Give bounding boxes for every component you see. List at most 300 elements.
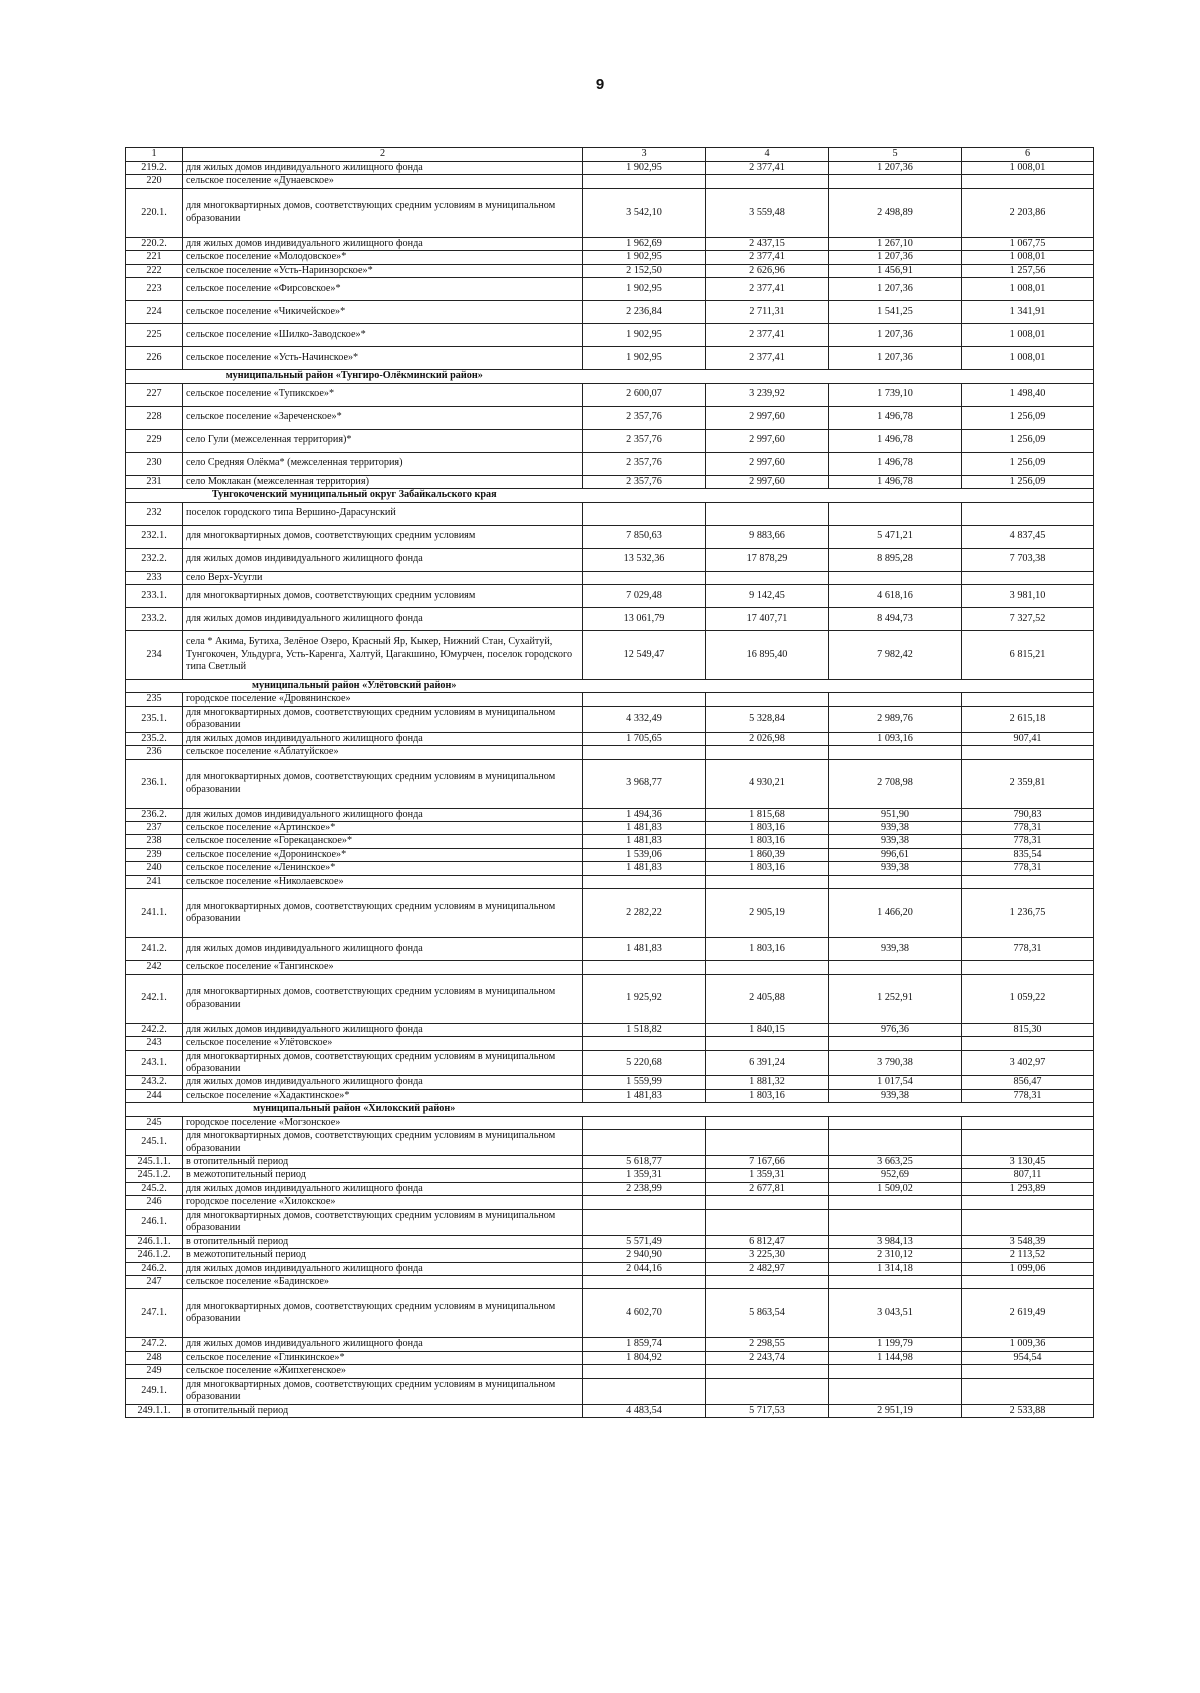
row-number: 236 [126,746,183,759]
row-description: для многоквартирных домов, соответствующих средним условиям в муниципальном образовании [183,974,583,1023]
value-col-3: 2 044,16 [583,1262,706,1275]
value-col-3: 7 029,48 [583,584,706,607]
value-col-6: 790,83 [962,808,1094,821]
row-number: 234 [126,630,183,679]
value-col-3: 1 962,69 [583,237,706,250]
value-col-3: 1 481,83 [583,822,706,835]
row-number: 231 [126,475,183,488]
row-number: 226 [126,347,183,370]
value-col-3: 5 220,68 [583,1050,706,1076]
value-col-6: 2 359,81 [962,759,1094,808]
table-row [126,1089,1094,1102]
value-col-6: 778,31 [962,835,1094,848]
table-row [126,251,1094,264]
value-col-4 [706,1116,829,1129]
value-col-4: 2 377,41 [706,278,829,301]
row-number: 245.1.1. [126,1156,183,1169]
table-row [126,1249,1094,1262]
row-description: для жилых домов индивидуального жилищного фонда [183,1338,583,1351]
row-number: 225 [126,324,183,347]
district-header-row [126,489,1094,502]
value-col-4: 1 803,16 [706,938,829,961]
value-col-4: 1 803,16 [706,835,829,848]
row-description: для жилых домов индивидуального жилищного фонда [183,808,583,821]
table-row [126,875,1094,888]
column-numbers-row [126,148,1094,162]
row-number: 241 [126,875,183,888]
table-row [126,822,1094,835]
table-row [126,746,1094,759]
value-col-3 [583,746,706,759]
value-col-6: 1 008,01 [962,324,1094,347]
row-number: 230 [126,452,183,475]
value-col-6 [962,175,1094,188]
value-col-4 [706,875,829,888]
table-row [126,324,1094,347]
row-number: 246 [126,1196,183,1209]
value-col-3: 1 481,83 [583,835,706,848]
value-col-5: 952,69 [829,1169,962,1182]
value-col-4: 2 997,60 [706,429,829,452]
table-row [126,938,1094,961]
row-number: 246.2. [126,1262,183,1275]
district-blank-cell [583,1103,1094,1116]
row-description: сельское поселение «Доронинское»* [183,848,583,861]
value-col-5: 1 496,78 [829,452,962,475]
value-col-5: 1 207,36 [829,162,962,175]
value-col-4: 2 243,74 [706,1351,829,1364]
row-description: сельское поселение «Жипхегенское» [183,1365,583,1378]
value-col-5 [829,1130,962,1156]
value-col-6: 2 615,18 [962,706,1094,732]
value-col-4: 9 883,66 [706,525,829,548]
column-header: 2 [183,148,583,162]
value-col-5: 1 466,20 [829,889,962,938]
district-title: муниципальный район «Улётовский район» [126,679,583,692]
value-col-5: 1 199,79 [829,1338,962,1351]
row-description: сельское поселение «Фирсовское»* [183,278,583,301]
value-col-6: 3 981,10 [962,584,1094,607]
value-col-5: 1 314,18 [829,1262,962,1275]
value-col-3: 1 859,74 [583,1338,706,1351]
value-col-4: 7 167,66 [706,1156,829,1169]
table-row [126,1289,1094,1338]
table-row [126,475,1094,488]
value-col-5 [829,1378,962,1404]
row-description: для жилых домов индивидуального жилищного фонда [183,732,583,745]
value-col-6: 1 008,01 [962,162,1094,175]
value-col-4 [706,1275,829,1288]
value-col-6: 2 619,49 [962,1289,1094,1338]
table-body [126,162,1094,1418]
district-blank-cell [583,679,1094,692]
table-row [126,1130,1094,1156]
table-row [126,1404,1094,1417]
value-col-4: 5 328,84 [706,706,829,732]
value-col-5: 1 144,98 [829,1351,962,1364]
table-row [126,693,1094,706]
row-number: 240 [126,862,183,875]
table-row [126,347,1094,370]
value-col-5: 1 739,10 [829,383,962,406]
value-col-3: 1 518,82 [583,1023,706,1036]
row-description: сельское поселение «Чикичейское»* [183,301,583,324]
table-row [126,1378,1094,1404]
table-row [126,1262,1094,1275]
value-col-6: 1 341,91 [962,301,1094,324]
value-col-6: 1 293,89 [962,1182,1094,1195]
row-description: для жилых домов индивидуального жилищного фонда [183,548,583,571]
row-number: 233.2. [126,607,183,630]
value-col-4: 2 711,31 [706,301,829,324]
value-col-3: 2 282,22 [583,889,706,938]
value-col-3: 4 483,54 [583,1404,706,1417]
value-col-3: 1 481,83 [583,1089,706,1102]
value-col-6: 1 008,01 [962,278,1094,301]
value-col-6 [962,746,1094,759]
value-col-5: 996,61 [829,848,962,861]
value-col-5: 2 989,76 [829,706,962,732]
table-row [126,175,1094,188]
value-col-3: 3 542,10 [583,188,706,237]
row-number: 220 [126,175,183,188]
value-col-3 [583,1116,706,1129]
value-col-5: 939,38 [829,822,962,835]
value-col-4: 2 377,41 [706,162,829,175]
row-number: 222 [126,264,183,277]
row-number: 220.1. [126,188,183,237]
value-col-3: 3 968,77 [583,759,706,808]
value-col-5: 1 207,36 [829,347,962,370]
value-col-5 [829,1116,962,1129]
row-number: 227 [126,383,183,406]
row-number: 223 [126,278,183,301]
value-col-5: 8 895,28 [829,548,962,571]
row-description: сельское поселение «Улётовское» [183,1037,583,1050]
value-col-6: 2 203,86 [962,188,1094,237]
value-col-6 [962,693,1094,706]
table-row [126,1351,1094,1364]
value-col-4: 2 482,97 [706,1262,829,1275]
row-description: городское поселение «Дровянинское» [183,693,583,706]
value-col-6: 835,54 [962,848,1094,861]
value-col-4: 2 377,41 [706,347,829,370]
value-col-3: 1 494,36 [583,808,706,821]
table-row [126,862,1094,875]
row-description: в межотопительный период [183,1169,583,1182]
row-description: села * Акима, Бутиха, Зелёное Озеро, Красный Яр, Кыкер, Нижний Стан, Сухайтуй, Тунгокочен, Ульдурга, Усть-Каренга, Халтуй, Цагакшино, Юмурчен, поселок городского типа Светлый [183,630,583,679]
row-description: городское поселение «Хилокское» [183,1196,583,1209]
row-number: 229 [126,429,183,452]
value-col-6 [962,502,1094,525]
row-description: в отопительный период [183,1404,583,1417]
table-row [126,1209,1094,1235]
row-number: 235.2. [126,732,183,745]
value-col-6: 1 256,09 [962,475,1094,488]
table-row [126,974,1094,1023]
table-row [126,452,1094,475]
row-description: сельское поселение «Горекацанское»* [183,835,583,848]
table-row [126,630,1094,679]
value-col-3: 1 902,95 [583,162,706,175]
row-description: село Гули (межселенная территория)* [183,429,583,452]
value-col-4: 3 225,30 [706,1249,829,1262]
value-col-4: 1 815,68 [706,808,829,821]
value-col-5: 939,38 [829,835,962,848]
row-description: для многоквартирных домов, соответствующих средним условиям в муниципальном образовании [183,188,583,237]
row-description: село Верх-Усугли [183,571,583,584]
value-col-6: 2 113,52 [962,1249,1094,1262]
table-row [126,1023,1094,1036]
value-col-4: 1 881,32 [706,1076,829,1089]
row-number: 242 [126,961,183,974]
value-col-3: 2 357,76 [583,452,706,475]
row-description: сельское поселение «Молодовское»* [183,251,583,264]
value-col-3: 1 902,95 [583,278,706,301]
column-header: 3 [583,148,706,162]
table-row [126,1182,1094,1195]
row-description: сельское поселение «Артинское»* [183,822,583,835]
value-col-6 [962,1365,1094,1378]
value-col-4 [706,1209,829,1235]
value-col-3: 4 332,49 [583,706,706,732]
row-number: 235.1. [126,706,183,732]
value-col-5: 3 790,38 [829,1050,962,1076]
row-number: 241.2. [126,938,183,961]
value-col-3: 5 618,77 [583,1156,706,1169]
value-col-5 [829,571,962,584]
row-number: 235 [126,693,183,706]
value-col-3: 1 705,65 [583,732,706,745]
table-row [126,808,1094,821]
tariff-table [125,147,1094,1418]
value-col-4 [706,746,829,759]
value-col-4 [706,1365,829,1378]
value-col-5 [829,502,962,525]
column-header: 4 [706,148,829,162]
row-number: 233 [126,571,183,584]
value-col-5: 5 471,21 [829,525,962,548]
value-col-6: 1 236,75 [962,889,1094,938]
row-number: 238 [126,835,183,848]
row-description: для многоквартирных домов, соответствующих средним условиям в муниципальном образовании [183,1209,583,1235]
table-row [126,237,1094,250]
value-col-3 [583,1196,706,1209]
value-col-4: 9 142,45 [706,584,829,607]
row-number: 242.1. [126,974,183,1023]
table-row [126,571,1094,584]
value-col-5: 3 984,13 [829,1235,962,1248]
table-row [126,502,1094,525]
row-description: для жилых домов индивидуального жилищного фонда [183,1076,583,1089]
value-col-4: 1 860,39 [706,848,829,861]
value-col-5 [829,1196,962,1209]
value-col-6: 7 327,52 [962,607,1094,630]
value-col-4: 2 298,55 [706,1338,829,1351]
row-number: 248 [126,1351,183,1364]
row-description: сельское поселение «Дунаевское» [183,175,583,188]
value-col-4 [706,571,829,584]
row-description: для жилых домов индивидуального жилищного фонда [183,1023,583,1036]
row-description: сельское поселение «Аблатуйское» [183,746,583,759]
value-col-5: 976,36 [829,1023,962,1036]
value-col-3: 12 549,47 [583,630,706,679]
value-col-6: 2 533,88 [962,1404,1094,1417]
table-row [126,1235,1094,1248]
value-col-6: 1 257,56 [962,264,1094,277]
row-number: 228 [126,406,183,429]
value-col-5 [829,1275,962,1288]
row-description: для жилых домов индивидуального жилищного фонда [183,607,583,630]
value-col-4: 1 803,16 [706,1089,829,1102]
value-col-4: 5 717,53 [706,1404,829,1417]
value-col-6 [962,1196,1094,1209]
row-description: для многоквартирных домов, соответствующих средним условиям в муниципальном образовании [183,1378,583,1404]
row-number: 232.2. [126,548,183,571]
row-number: 236.2. [126,808,183,821]
value-col-3 [583,961,706,974]
value-col-5: 1 496,78 [829,429,962,452]
value-col-6 [962,571,1094,584]
row-number: 243.1. [126,1050,183,1076]
value-col-3: 4 602,70 [583,1289,706,1338]
value-col-5 [829,693,962,706]
value-col-5: 1 267,10 [829,237,962,250]
value-col-4: 16 895,40 [706,630,829,679]
district-header-row [126,1103,1094,1116]
value-col-5: 2 708,98 [829,759,962,808]
value-col-3 [583,1037,706,1050]
value-col-5: 939,38 [829,1089,962,1102]
row-number: 242.2. [126,1023,183,1036]
row-number: 247 [126,1275,183,1288]
value-col-3 [583,1378,706,1404]
district-title: муниципальный район «Хилокский район» [126,1103,583,1116]
value-col-6: 7 703,38 [962,548,1094,571]
table-row [126,525,1094,548]
table-row [126,961,1094,974]
value-col-3: 2 357,76 [583,429,706,452]
district-title: муниципальный район «Тунгиро-Олёкминский район» [126,370,583,383]
row-number: 249.1.1. [126,1404,183,1417]
column-header: 6 [962,148,1094,162]
value-col-3: 2 152,50 [583,264,706,277]
column-header: 1 [126,148,183,162]
value-col-4: 2 677,81 [706,1182,829,1195]
district-header-row [126,370,1094,383]
table-row [126,759,1094,808]
row-description: сельское поселение «Зареченское»* [183,406,583,429]
table-row [126,264,1094,277]
row-number: 243.2. [126,1076,183,1089]
value-col-6 [962,1209,1094,1235]
district-blank-cell [583,489,1094,502]
value-col-5: 2 498,89 [829,188,962,237]
value-col-4: 1 359,31 [706,1169,829,1182]
table-row [126,429,1094,452]
value-col-4: 2 026,98 [706,732,829,745]
value-col-6: 1 498,40 [962,383,1094,406]
value-col-6 [962,1130,1094,1156]
row-description: сельское поселение «Николаевское» [183,875,583,888]
value-col-4 [706,1196,829,1209]
value-col-6: 815,30 [962,1023,1094,1036]
row-number: 219.2. [126,162,183,175]
row-description: для многоквартирных домов, соответствующих средним условиям в муниципальном образовании [183,759,583,808]
value-col-5 [829,1365,962,1378]
value-col-5 [829,746,962,759]
value-col-3: 1 902,95 [583,251,706,264]
value-col-6: 778,31 [962,938,1094,961]
value-col-5: 1 207,36 [829,251,962,264]
value-col-6: 856,47 [962,1076,1094,1089]
value-col-4 [706,961,829,974]
row-description: в межотопительный период [183,1249,583,1262]
row-description: для жилых домов индивидуального жилищного фонда [183,1262,583,1275]
value-col-4: 3 239,92 [706,383,829,406]
row-description: сельское поселение «Бадинское» [183,1275,583,1288]
value-col-6 [962,1378,1094,1404]
value-col-4 [706,1130,829,1156]
table-row [126,1116,1094,1129]
table-row [126,889,1094,938]
table-row [126,848,1094,861]
value-col-5: 7 982,42 [829,630,962,679]
value-col-3 [583,1275,706,1288]
table-row [126,383,1094,406]
value-col-4: 6 391,24 [706,1050,829,1076]
value-col-4: 1 840,15 [706,1023,829,1036]
table-row [126,278,1094,301]
table-row [126,1275,1094,1288]
column-header: 5 [829,148,962,162]
table-row [126,607,1094,630]
district-header-row [126,679,1094,692]
value-col-5: 8 494,73 [829,607,962,630]
row-description: в отопительный период [183,1156,583,1169]
row-description: село Моклакан (межселенная территория) [183,475,583,488]
row-number: 236.1. [126,759,183,808]
value-col-3: 13 061,79 [583,607,706,630]
district-title: Тунгокоченский муниципальный округ Забайкальского края [126,489,583,502]
row-description: сельское поселение «Тупикское»* [183,383,583,406]
value-col-6: 778,31 [962,862,1094,875]
value-col-5 [829,1037,962,1050]
row-number: 245 [126,1116,183,1129]
value-col-4: 2 377,41 [706,324,829,347]
value-col-3: 1 925,92 [583,974,706,1023]
value-col-5: 3 663,25 [829,1156,962,1169]
value-col-5: 1 541,25 [829,301,962,324]
table-row [126,162,1094,175]
table-row [126,1076,1094,1089]
row-description: для жилых домов индивидуального жилищного фонда [183,1182,583,1195]
value-col-3 [583,1130,706,1156]
value-col-3 [583,175,706,188]
table-row [126,584,1094,607]
value-col-3: 1 481,83 [583,862,706,875]
value-col-5: 1 093,16 [829,732,962,745]
row-number: 244 [126,1089,183,1102]
row-number: 247.1. [126,1289,183,1338]
row-description: сельское поселение «Шилко-Заводское»* [183,324,583,347]
value-col-6: 3 130,45 [962,1156,1094,1169]
value-col-3: 7 850,63 [583,525,706,548]
row-description: село Средняя Олёкма* (межселенная территория) [183,452,583,475]
row-description: для жилых домов индивидуального жилищного фонда [183,237,583,250]
value-col-5 [829,961,962,974]
value-col-3: 2 236,84 [583,301,706,324]
